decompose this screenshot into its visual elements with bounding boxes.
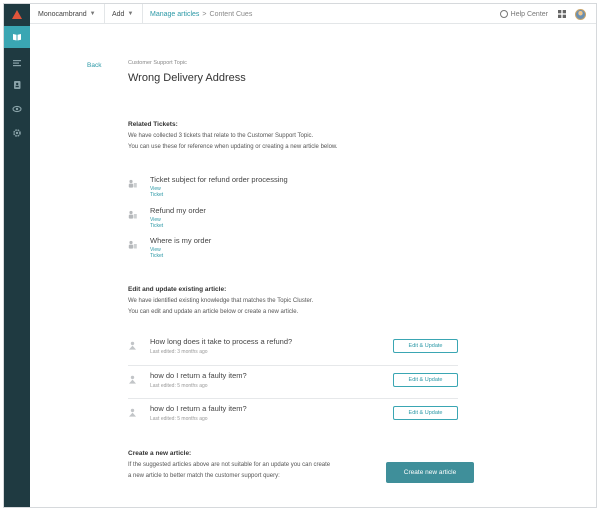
help-center-link[interactable] bbox=[500, 4, 548, 24]
contact-book-icon bbox=[12, 80, 22, 90]
view-ticket-link[interactable]: View Ticket bbox=[150, 217, 164, 229]
main-content bbox=[30, 24, 596, 507]
article-title: How long does it take to process a refund? bbox=[150, 337, 293, 346]
app-logo[interactable] bbox=[4, 4, 30, 24]
topbar-divider bbox=[104, 4, 105, 24]
back-link[interactable]: Back bbox=[87, 62, 102, 69]
add-menu[interactable] bbox=[112, 4, 133, 24]
article-title: how do I return a faulty item? bbox=[150, 371, 247, 380]
apps-grid-button[interactable] bbox=[558, 4, 566, 24]
help-icon bbox=[500, 10, 508, 18]
book-open-icon bbox=[12, 32, 22, 42]
ticket-title: Ticket subject for refund order processing bbox=[150, 175, 288, 184]
create-article-description-2: a new article to better match the customer support query: bbox=[128, 473, 280, 479]
sidebar-item-preview[interactable] bbox=[4, 98, 30, 120]
avatar bbox=[575, 9, 586, 20]
edit-update-button[interactable]: Edit & Update bbox=[393, 406, 458, 420]
related-tickets-description-2: You can use these for reference when updating or creating a new article below. bbox=[128, 144, 338, 150]
logo-icon bbox=[12, 10, 22, 19]
article-last-edited: Last edited: 3 months ago bbox=[150, 349, 208, 355]
top-bar bbox=[30, 4, 596, 24]
ticket-person-icon bbox=[128, 179, 137, 188]
help-center-label: Help Center bbox=[510, 10, 548, 18]
edit-update-button[interactable]: Edit & Update bbox=[393, 339, 458, 353]
eye-icon bbox=[12, 104, 22, 114]
existing-articles-heading: Edit and update existing article: bbox=[128, 286, 227, 293]
existing-articles-description-2: You can edit and update an article below or create a new article. bbox=[128, 309, 299, 315]
add-label: Add bbox=[112, 10, 125, 18]
list-icon bbox=[12, 58, 22, 68]
workspace-label: Monocambrand bbox=[38, 10, 87, 18]
article-last-edited: Last edited: 5 months ago bbox=[150, 416, 208, 422]
related-tickets-section bbox=[128, 121, 338, 153]
create-new-article-button[interactable]: Create new article bbox=[386, 462, 474, 483]
ticket-person-icon bbox=[128, 210, 137, 219]
ticket-person-icon bbox=[128, 240, 137, 249]
view-ticket-link[interactable]: View Ticket bbox=[150, 186, 164, 198]
create-article-section bbox=[128, 450, 368, 482]
related-tickets-heading: Related Tickets: bbox=[128, 121, 178, 128]
ticket-title: Where is my order bbox=[150, 236, 212, 245]
workspace-switcher[interactable] bbox=[38, 4, 96, 24]
create-article-heading: Create a new article: bbox=[128, 450, 192, 457]
user-avatar-button[interactable] bbox=[575, 4, 586, 24]
content-column bbox=[128, 60, 488, 479]
gear-icon bbox=[12, 128, 22, 138]
existing-articles-section bbox=[128, 286, 313, 318]
sidebar bbox=[4, 4, 30, 508]
article-last-edited: Last edited: 5 months ago bbox=[150, 383, 208, 389]
existing-articles-description-1: We have identified existing knowledge that matches the Topic Cluster. bbox=[128, 298, 314, 304]
create-article-description-1: If the suggested articles above are not suitable for an update you can create bbox=[128, 462, 331, 468]
topic-label: Customer Support Topic bbox=[128, 60, 187, 66]
sidebar-item-settings[interactable] bbox=[4, 122, 30, 144]
article-author-icon bbox=[128, 408, 137, 417]
edit-update-button[interactable]: Edit & Update bbox=[393, 373, 458, 387]
article-row bbox=[128, 366, 488, 398]
chevron-down-icon: ▼ bbox=[89, 11, 96, 17]
breadcrumb-separator: > bbox=[202, 10, 207, 18]
article-title: how do I return a faulty item? bbox=[150, 404, 247, 413]
related-tickets-description-1: We have collected 3 tickets that relate to the Customer Support Topic. bbox=[128, 133, 314, 139]
article-row bbox=[128, 399, 488, 431]
ticket-title: Refund my order bbox=[150, 206, 206, 215]
view-ticket-link[interactable]: View Ticket bbox=[150, 247, 164, 259]
sidebar-item-list[interactable] bbox=[4, 52, 30, 74]
breadcrumb-manage-articles[interactable]: Manage articles bbox=[150, 10, 200, 18]
sidebar-item-contacts[interactable] bbox=[4, 74, 30, 96]
grid-icon bbox=[558, 10, 566, 18]
topbar-divider bbox=[142, 4, 143, 24]
article-author-icon bbox=[128, 341, 137, 350]
article-author-icon bbox=[128, 375, 137, 384]
breadcrumb bbox=[150, 4, 252, 24]
article-row bbox=[128, 332, 488, 364]
breadcrumb-current: Content Cues bbox=[209, 10, 253, 18]
page-title: Wrong Delivery Address bbox=[128, 72, 246, 84]
app-frame bbox=[3, 3, 597, 508]
chevron-down-icon: ▼ bbox=[127, 11, 134, 17]
sidebar-item-articles[interactable] bbox=[4, 26, 30, 48]
